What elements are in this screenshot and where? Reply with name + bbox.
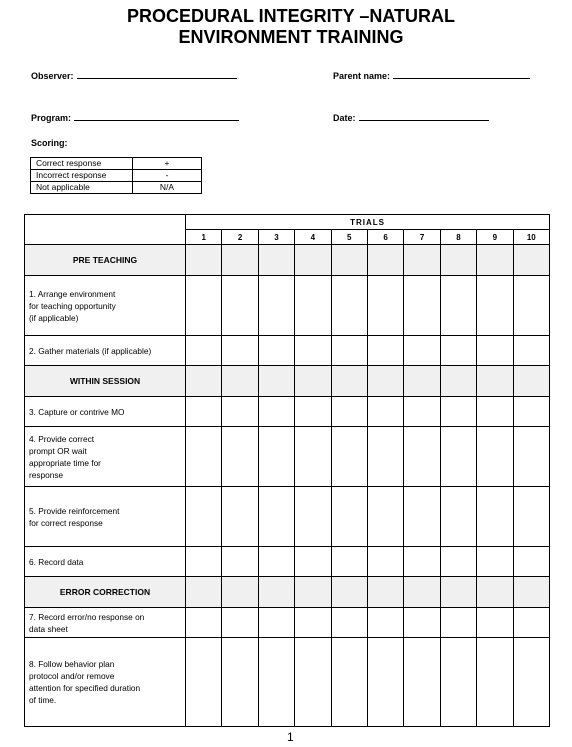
observer-line[interactable] — [77, 69, 237, 79]
trial-cell[interactable] — [513, 427, 550, 487]
trial-cell[interactable] — [513, 276, 550, 336]
trial-cell[interactable] — [186, 547, 222, 577]
parent-name-label: Parent name: — [333, 71, 391, 81]
step-description — [25, 397, 186, 427]
step-text-line: 6. Record data — [29, 556, 84, 567]
step-description — [25, 336, 186, 366]
section-trial-cell — [222, 245, 258, 276]
step-text-line: 1. Arrange environment — [29, 288, 116, 299]
scoring-key-symbol: N/A — [133, 182, 202, 194]
trial-cell[interactable] — [367, 608, 403, 638]
trial-cell[interactable] — [186, 397, 222, 427]
step-row — [25, 427, 550, 487]
step-text-line: response — [29, 469, 64, 480]
trial-cell[interactable] — [331, 336, 367, 366]
section-trial-cell — [513, 366, 550, 397]
section-row — [25, 577, 550, 608]
step-text-line: appropriate time for — [29, 457, 101, 468]
trial-cell[interactable] — [295, 638, 331, 727]
step-text-line: 3. Capture or contrive MO — [29, 406, 125, 417]
trial-cell[interactable] — [367, 547, 403, 577]
step-description — [25, 487, 186, 547]
form-title — [0, 6, 572, 48]
trial-cell[interactable] — [222, 487, 258, 547]
step-row — [25, 487, 550, 547]
section-trial-cell — [513, 245, 550, 276]
scoring-key-label: Incorrect response — [31, 170, 133, 182]
step-row — [25, 336, 550, 366]
section-trial-cell — [186, 245, 222, 276]
section-trial-cell — [222, 577, 258, 608]
scoring-key-row — [31, 170, 202, 182]
trial-cell[interactable] — [258, 487, 294, 547]
trial-cell[interactable] — [477, 638, 513, 727]
section-trial-cell — [258, 366, 294, 397]
trial-cell[interactable] — [440, 547, 476, 577]
step-text-line: 2. Gather materials (if applicable) — [29, 345, 152, 356]
trial-cell[interactable] — [331, 427, 367, 487]
scoring-key-table — [30, 157, 202, 194]
trial-cell[interactable] — [331, 638, 367, 727]
trial-cell[interactable] — [222, 336, 258, 366]
title-line-1: PROCEDURAL INTEGRITY –NATURAL — [126, 6, 456, 26]
trial-number: 8 — [440, 230, 476, 245]
section-trial-cell — [258, 245, 294, 276]
section-trial-cell — [186, 577, 222, 608]
step-description — [25, 608, 186, 638]
integrity-table — [24, 214, 550, 727]
trial-cell[interactable] — [222, 397, 258, 427]
trial-cell[interactable] — [258, 427, 294, 487]
trial-cell[interactable] — [258, 336, 294, 366]
trial-cell[interactable] — [440, 638, 476, 727]
trial-cell[interactable] — [367, 638, 403, 727]
trial-number: 1 — [186, 230, 222, 245]
step-text-line: data sheet — [29, 623, 68, 634]
trials-header: TRIALS — [186, 215, 550, 230]
scoring-key-row — [31, 158, 202, 170]
program-field[interactable] — [31, 111, 239, 123]
trial-cell[interactable] — [404, 638, 440, 727]
trial-cell[interactable] — [295, 487, 331, 547]
trial-cell[interactable] — [222, 427, 258, 487]
trial-cell[interactable] — [440, 427, 476, 487]
trial-cell[interactable] — [186, 276, 222, 336]
step-text-line: 4. Provide correct — [29, 433, 95, 444]
trial-cell[interactable] — [258, 397, 294, 427]
trial-cell[interactable] — [513, 638, 550, 727]
trial-cell[interactable] — [367, 276, 403, 336]
section-trial-cell — [513, 577, 550, 608]
trial-cell[interactable] — [258, 547, 294, 577]
observer-label: Observer: — [31, 71, 74, 81]
trial-cell[interactable] — [331, 547, 367, 577]
section-trial-cell — [295, 577, 331, 608]
section-trial-cell — [477, 245, 513, 276]
title-line-2: ENVIRONMENT TRAINING — [178, 27, 404, 47]
step-text-line: prompt OR wait — [29, 445, 87, 456]
trial-cell[interactable] — [367, 487, 403, 547]
scoring-key-label: Correct response — [31, 158, 133, 170]
trial-cell[interactable] — [513, 397, 550, 427]
trial-number: 4 — [295, 230, 331, 245]
step-description — [25, 427, 186, 487]
trial-cell[interactable] — [186, 427, 222, 487]
scoring-label: Scoring: — [31, 138, 68, 148]
corner-cell — [25, 215, 186, 245]
section-heading: WITHIN SESSION — [25, 366, 186, 397]
section-trial-cell — [331, 366, 367, 397]
trial-cell[interactable] — [404, 547, 440, 577]
scoring-key-label: Not applicable — [31, 182, 133, 194]
trial-cell[interactable] — [477, 547, 513, 577]
trial-cell[interactable] — [477, 336, 513, 366]
trial-cell[interactable] — [186, 336, 222, 366]
trial-number: 10 — [513, 230, 550, 245]
trial-cell[interactable] — [295, 547, 331, 577]
trial-cell[interactable] — [295, 336, 331, 366]
trial-cell[interactable] — [440, 276, 476, 336]
step-text-line: 8. Follow behavior plan — [29, 659, 115, 669]
observer-field[interactable] — [31, 69, 237, 81]
trials-header-row — [25, 215, 550, 230]
trial-cell[interactable] — [477, 397, 513, 427]
date-field[interactable] — [333, 111, 489, 123]
section-trial-cell — [440, 366, 476, 397]
step-text-line: for correct response — [29, 517, 103, 528]
trial-cell[interactable] — [513, 487, 550, 547]
trial-number: 6 — [367, 230, 403, 245]
section-trial-cell — [222, 366, 258, 397]
step-text-line: attention for specified duration — [29, 683, 141, 693]
trial-cell[interactable] — [222, 276, 258, 336]
trial-cell[interactable] — [295, 397, 331, 427]
trial-cell[interactable] — [513, 547, 550, 577]
step-description — [25, 547, 186, 577]
step-row — [25, 547, 550, 577]
parent-name-line[interactable] — [393, 69, 530, 79]
scoring-key-row — [31, 182, 202, 194]
trial-cell[interactable] — [222, 638, 258, 727]
step-text-line: 7. Record error/no response on — [29, 611, 145, 622]
trial-cell[interactable] — [440, 336, 476, 366]
trial-cell[interactable] — [477, 276, 513, 336]
trial-cell[interactable] — [258, 276, 294, 336]
section-trial-cell — [258, 577, 294, 608]
trial-cell[interactable] — [331, 608, 367, 638]
step-text-line: protocol and/or remove — [29, 671, 115, 681]
trial-cell[interactable] — [440, 397, 476, 427]
trial-cell[interactable] — [367, 427, 403, 487]
trial-cell[interactable] — [477, 487, 513, 547]
trial-number: 2 — [222, 230, 258, 245]
date-label: Date: — [333, 113, 356, 123]
trial-cell[interactable] — [258, 638, 294, 727]
section-heading: ERROR CORRECTION — [25, 577, 186, 608]
trial-cell[interactable] — [513, 608, 550, 638]
trial-cell[interactable] — [295, 608, 331, 638]
scoring-key-symbol: + — [133, 158, 202, 170]
section-trial-cell — [404, 577, 440, 608]
trial-number: 5 — [331, 230, 367, 245]
section-trial-cell — [367, 366, 403, 397]
step-text-line: for teaching opportunity — [29, 300, 116, 311]
trial-cell[interactable] — [331, 397, 367, 427]
section-row — [25, 245, 550, 276]
trial-cell[interactable] — [477, 427, 513, 487]
trial-cell[interactable] — [331, 487, 367, 547]
trial-cell[interactable] — [404, 397, 440, 427]
section-trial-cell — [367, 245, 403, 276]
trial-cell[interactable] — [404, 427, 440, 487]
section-trial-cell — [404, 366, 440, 397]
section-trial-cell — [367, 577, 403, 608]
section-trial-cell — [331, 245, 367, 276]
program-label: Program: — [31, 113, 72, 123]
section-trial-cell — [404, 245, 440, 276]
trial-cell[interactable] — [331, 276, 367, 336]
trial-cell[interactable] — [367, 336, 403, 366]
trial-cell[interactable] — [222, 608, 258, 638]
trial-cell[interactable] — [404, 336, 440, 366]
date-line[interactable] — [359, 111, 489, 121]
step-row — [25, 276, 550, 336]
trial-cell[interactable] — [404, 487, 440, 547]
section-row — [25, 366, 550, 397]
scoring-key-symbol: - — [133, 170, 202, 182]
trial-cell[interactable] — [222, 547, 258, 577]
parent-name-field[interactable] — [333, 69, 530, 81]
step-description — [25, 276, 186, 336]
trial-cell[interactable] — [186, 487, 222, 547]
step-row — [25, 397, 550, 427]
trial-cell[interactable] — [258, 608, 294, 638]
section-heading: PRE TEACHING — [25, 245, 186, 276]
trial-cell[interactable] — [186, 638, 222, 727]
section-trial-cell — [440, 577, 476, 608]
trial-cell[interactable] — [295, 427, 331, 487]
step-row — [25, 638, 550, 727]
trial-cell[interactable] — [186, 608, 222, 638]
section-trial-cell — [295, 245, 331, 276]
trial-cell[interactable] — [440, 487, 476, 547]
section-trial-cell — [295, 366, 331, 397]
trial-cell[interactable] — [404, 608, 440, 638]
section-trial-cell — [477, 577, 513, 608]
trial-cell[interactable] — [404, 276, 440, 336]
trial-cell[interactable] — [477, 608, 513, 638]
trial-cell[interactable] — [367, 397, 403, 427]
page-number: 1 — [287, 730, 294, 744]
step-row — [25, 608, 550, 638]
section-trial-cell — [477, 366, 513, 397]
trial-cell[interactable] — [513, 336, 550, 366]
section-trial-cell — [186, 366, 222, 397]
trial-cell[interactable] — [440, 608, 476, 638]
trial-number: 7 — [404, 230, 440, 245]
section-trial-cell — [440, 245, 476, 276]
section-trial-cell — [331, 577, 367, 608]
step-text-line: of time. — [29, 695, 57, 705]
step-description — [25, 638, 186, 727]
step-text-line: 5. Provide reinforcement — [29, 505, 120, 516]
trial-cell[interactable] — [295, 276, 331, 336]
step-text-line: (if applicable) — [29, 312, 79, 323]
program-line[interactable] — [74, 111, 239, 121]
trial-number: 3 — [258, 230, 294, 245]
trial-number: 9 — [477, 230, 513, 245]
